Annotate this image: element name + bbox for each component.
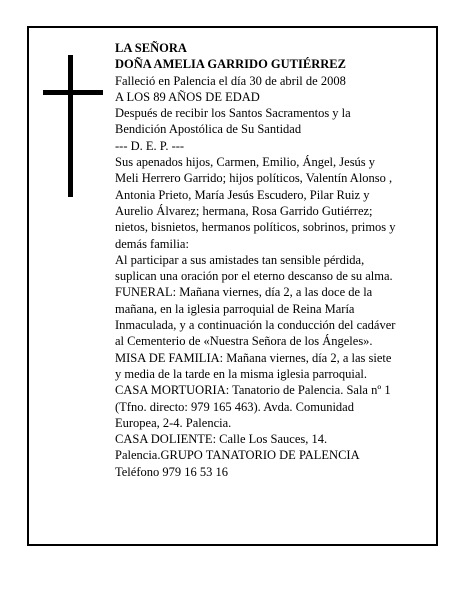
deceased-name: DOÑA AMELIA GARRIDO GUTIÉRREZ [115, 57, 346, 72]
notice-text [115, 40, 427, 480]
notice-line: y media de la tarde en la misma iglesia parroquial. [115, 366, 367, 381]
notice-line: demás familia: [115, 236, 189, 251]
notice-line: MISA DE FAMILIA: Mañana viernes, día 2, a las siete [115, 350, 392, 365]
notice-line: mañana, en la iglesia parroquial de Reina María [115, 301, 355, 316]
notice-title-line: LA SEÑORA [115, 41, 187, 55]
notice-line: A LOS 89 AÑOS DE EDAD [115, 89, 260, 104]
notice-line: CASA DOLIENTE: Calle Los Sauces, 14. [115, 432, 328, 447]
notice-line: --- D. E. P. --- [115, 138, 185, 153]
cross-icon [43, 55, 103, 197]
notice-line: FUNERAL: Mañana viernes, día 2, a las doce de la [115, 285, 373, 300]
notice-line: nietos, bisnietos, hermanos políticos, sobrinos, primos y [115, 220, 396, 235]
notice-line: Sus apenados hijos, Carmen, Emilio, Ángel, Jesús y [115, 155, 376, 170]
notice-line: Antonia Prieto, María Jesús Escudero, Pilar Ruiz y [115, 187, 370, 202]
notice-line: Teléfono 979 16 53 16 [115, 464, 228, 479]
notice-line: suplican una oración por el eterno descanso de su alma. [115, 269, 393, 284]
notice-line: Bendición Apostólica de Su Santidad [115, 122, 302, 137]
notice-line: Aurelio Álvarez; hermana, Rosa Garrido Gutiérrez; [115, 203, 373, 218]
notice-line: Después de recibir los Santos Sacramentos y la [115, 106, 351, 121]
notice-line: Al participar a sus amistades tan sensible pérdida, [115, 252, 365, 267]
obituary-notice [27, 26, 438, 546]
notice-line: Falleció en Palencia el día 30 de abril de 2008 [115, 73, 346, 88]
notice-line: Palencia.GRUPO TANATORIO DE PALENCIA [115, 448, 360, 463]
notice-line: Europea, 2-4. Palencia. [115, 415, 232, 430]
notice-line: CASA MORTUORIA: Tanatorio de Palencia. Sala nº 1 [115, 383, 391, 398]
notice-line: Inmaculada, y a continuación la conducción del cadáver [115, 318, 396, 333]
notice-line: al Cementerio de «Nuestra Señora de los Ángeles». [115, 334, 373, 349]
cross-horizontal-bar [43, 90, 103, 95]
cross-vertical-bar [68, 55, 73, 197]
notice-line: Meli Herrero Garrido; hijos políticos, Valentín Alonso , [115, 171, 393, 186]
notice-line: (Tfno. directo: 979 165 463). Avda. Comunidad [115, 399, 354, 414]
